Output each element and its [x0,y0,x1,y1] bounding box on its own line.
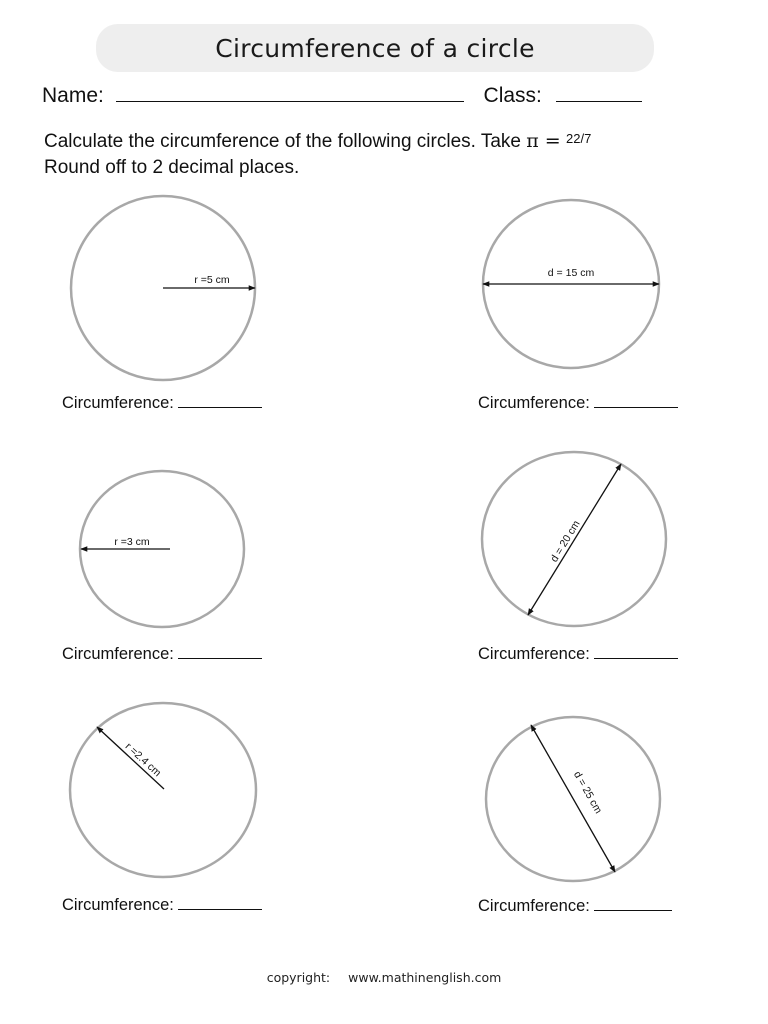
answer-2 [478,394,678,413]
footer [0,970,768,985]
answer-label: Circumference: [478,645,590,663]
website-link[interactable]: www.mathinenglish.com [348,970,502,985]
page-title: Circumference of a circle [215,33,535,63]
circle-2 [483,200,659,368]
diameter-label: d = 20 cm [548,518,583,565]
name-label: Name: [42,84,104,107]
class-label: Class: [483,84,542,107]
answer-label: Circumference: [478,394,590,412]
radius-arrow [97,727,164,789]
diameter-label: d = 15 cm [547,267,595,279]
circle-3 [80,471,244,627]
answer-6 [478,897,672,916]
radius-label: r =5 cm [194,274,230,286]
diameter-arrow [531,725,615,872]
radius-label: r =2.4 cm [122,740,164,780]
answer-3 [62,645,262,664]
answer-label: Circumference: [62,645,174,663]
pi-value: 22/7 [566,131,592,146]
instruction-line-2: Round off to 2 decimal places. [44,157,300,178]
pi-symbol: π = [526,130,561,152]
instruction-line-1: Calculate the circumference of the following circles. Take [44,131,521,152]
answer-blank[interactable] [594,897,672,911]
answer-label: Circumference: [62,394,174,412]
answer-blank[interactable] [178,394,262,408]
answer-blank[interactable] [178,896,262,910]
answer-label: Circumference: [478,897,590,915]
answer-5 [62,896,262,915]
circle-6 [486,717,660,881]
diameter-label: d = 25 cm [570,769,605,816]
circle-1 [71,196,255,380]
circle-5 [70,703,256,877]
answer-blank[interactable] [594,394,678,408]
answer-blank[interactable] [178,645,262,659]
diameter-arrow [528,464,621,615]
circle-4 [482,452,666,626]
answer-4 [478,645,678,664]
radius-label: r =3 cm [114,536,150,548]
answer-label: Circumference: [62,896,174,914]
answer-blank[interactable] [594,645,678,659]
answer-1 [62,394,262,413]
copyright-label: copyright: [266,970,331,985]
